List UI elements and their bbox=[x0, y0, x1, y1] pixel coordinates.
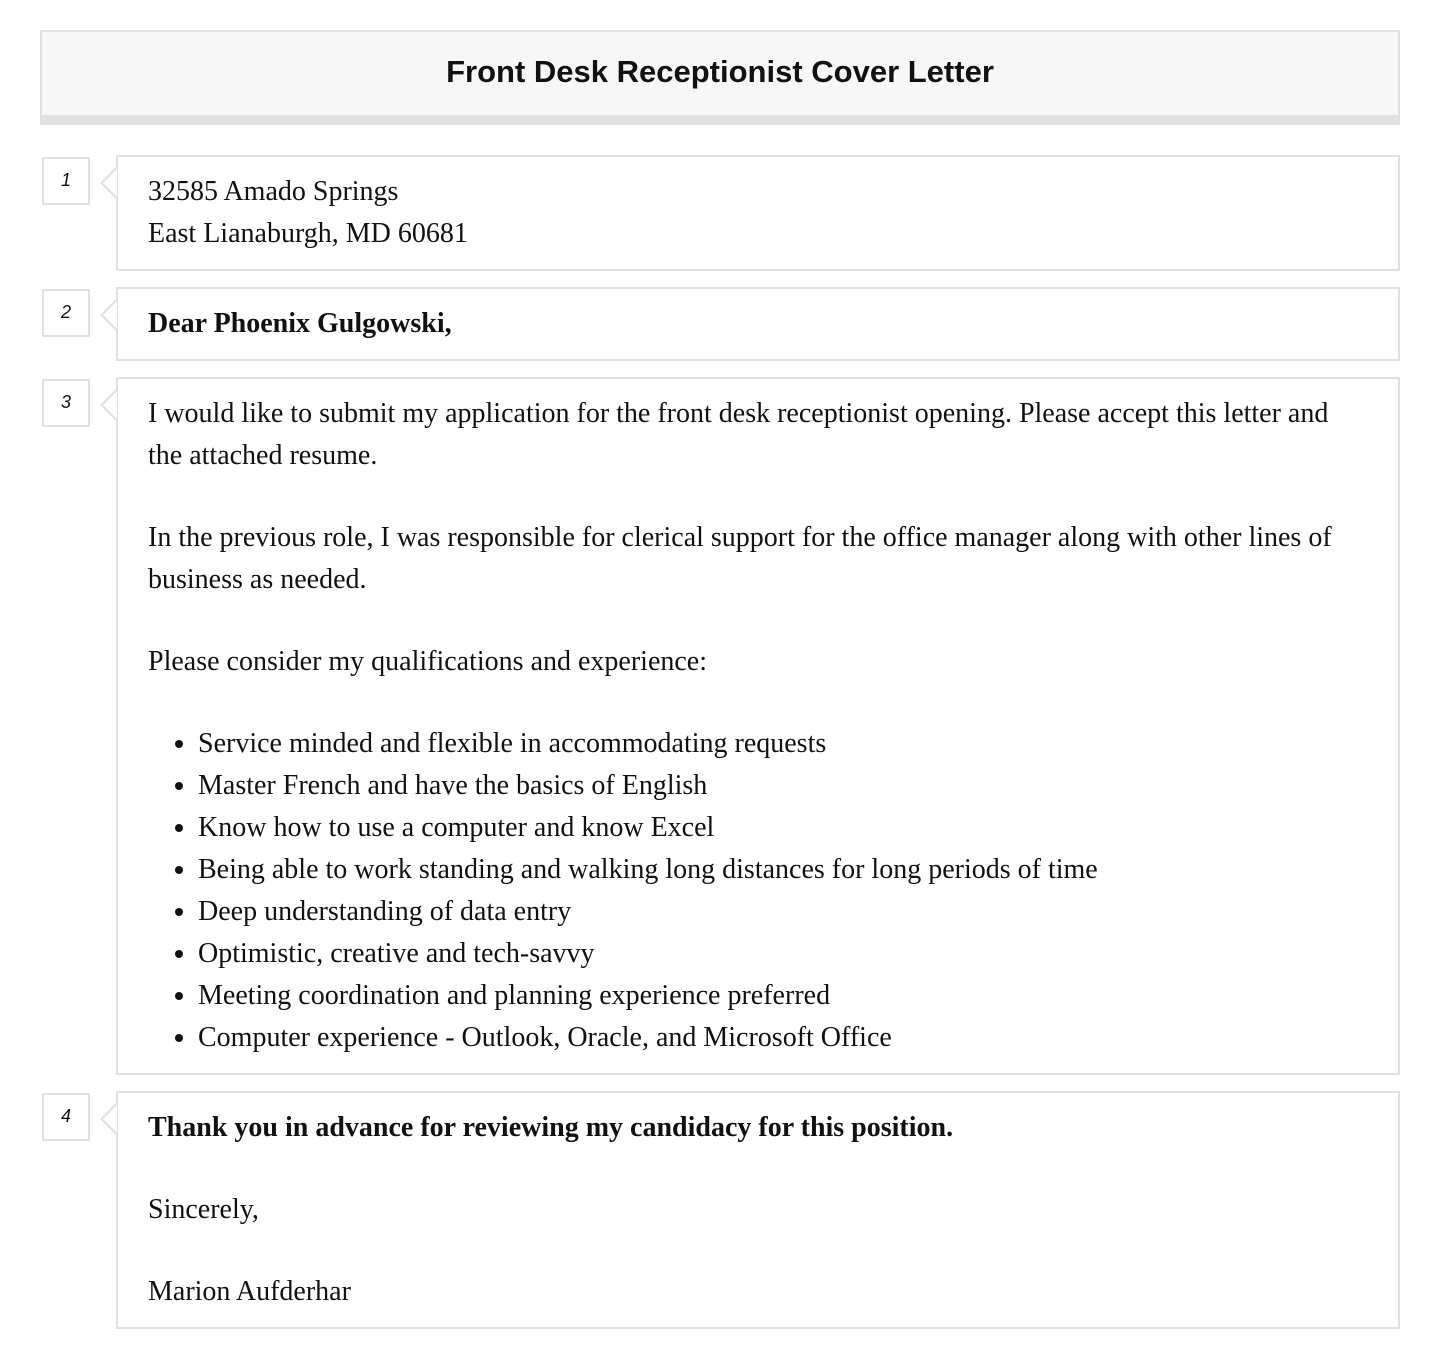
page-title: Front Desk Receptionist Cover Letter bbox=[446, 53, 994, 89]
closing-card bbox=[116, 1091, 1400, 1329]
address-line-1: 32585 Amado Springs bbox=[148, 176, 399, 207]
qualification-item: • Know how to use a computer and know Excel bbox=[198, 807, 1368, 849]
greeting-card bbox=[116, 287, 1400, 361]
address-card bbox=[116, 155, 1400, 271]
qualification-item: • Computer experience - Outlook, Oracle, and Microsoft Office bbox=[198, 1017, 1368, 1059]
qualification-item: • Service minded and flexible in accommodating requests bbox=[198, 723, 1368, 765]
body-card bbox=[116, 377, 1400, 1075]
body-paragraph-3: Please consider my qualifications and experience: bbox=[148, 646, 708, 677]
qualifications-list bbox=[148, 723, 1368, 1059]
qualification-item: • Deep understanding of data entry bbox=[198, 891, 1368, 933]
address-line-2: East Lianaburgh, MD 60681 bbox=[148, 218, 468, 249]
title-banner bbox=[40, 30, 1400, 125]
qualification-item: • Master French and have the basics of English bbox=[198, 765, 1368, 807]
greeting: Dear Phoenix Gulgowski, bbox=[148, 308, 452, 339]
body-paragraph-1: I would like to submit my application for the front desk receptionist opening. Please accept this letter and the attached resume. bbox=[148, 398, 1329, 471]
qualification-item: • Being able to work standing and walking long distances for long periods of time bbox=[198, 849, 1368, 891]
section-number-4: 4 bbox=[42, 1093, 90, 1141]
section-number-1: 1 bbox=[42, 157, 90, 205]
section-number-2: 2 bbox=[42, 289, 90, 337]
qualification-item: • Optimistic, creative and tech-savvy bbox=[198, 933, 1368, 975]
qualification-item: • Meeting coordination and planning experience preferred bbox=[198, 975, 1368, 1017]
signature-name: Marion Aufderhar bbox=[148, 1276, 351, 1307]
closing-statement: Thank you in advance for reviewing my candidacy for this position. bbox=[148, 1112, 954, 1143]
sign-off: Sincerely, bbox=[148, 1194, 259, 1225]
section-number-3: 3 bbox=[42, 379, 90, 427]
body-paragraph-2: In the previous role, I was responsible for clerical support for the office manager along with other lines of business as needed. bbox=[148, 522, 1332, 595]
